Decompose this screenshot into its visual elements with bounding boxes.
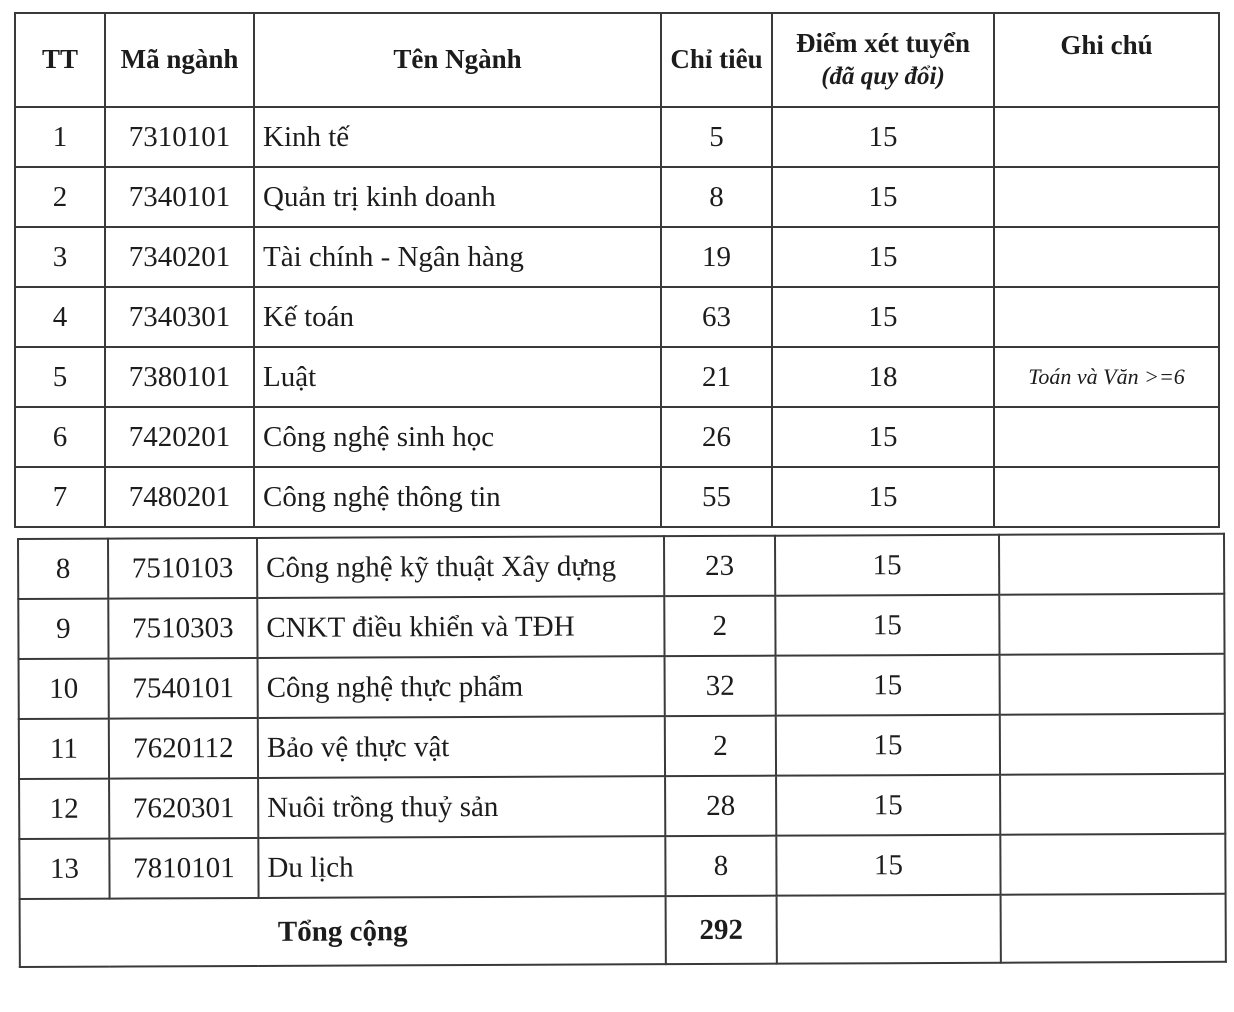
- cell-tt: 7: [15, 467, 105, 527]
- cell-chi-tieu: 8: [665, 836, 776, 896]
- cell-ghi-chu: [1000, 774, 1225, 835]
- cell-tt: 8: [18, 539, 108, 599]
- cell-chi-tieu: 28: [665, 776, 776, 836]
- cell-ghi-chu: [994, 167, 1219, 227]
- cell-ma-nganh: 7510303: [108, 598, 257, 659]
- cell-diem: 18: [772, 347, 994, 407]
- cell-diem: 15: [776, 835, 1000, 896]
- cell-ten-nganh: Nuôi trồng thuỷ sản: [258, 776, 665, 838]
- cell-tt: 13: [19, 839, 109, 899]
- cell-ten-nganh: CNKT điều khiển và TĐH: [257, 596, 664, 658]
- cell-ma-nganh: 7620301: [109, 778, 258, 839]
- cell-ghi-chu: [994, 407, 1219, 467]
- cell-ten-nganh: Luật: [254, 347, 661, 407]
- total-value: 292: [666, 896, 777, 964]
- total-empty-note: [1001, 894, 1226, 963]
- table-row: [19, 714, 1225, 779]
- table-row: [15, 167, 1219, 227]
- admission-table-part-2: [17, 533, 1227, 968]
- table-row: [19, 834, 1225, 899]
- cell-ghi-chu: [994, 107, 1219, 167]
- cell-diem: 15: [776, 715, 1000, 776]
- header-diem-line1: Điểm xét tuyển: [796, 28, 970, 59]
- cell-tt: 6: [15, 407, 105, 467]
- cell-chi-tieu: 21: [661, 347, 772, 407]
- cell-ma-nganh: 7510103: [108, 538, 257, 599]
- cell-tt: 2: [15, 167, 105, 227]
- cell-diem: 15: [772, 287, 994, 347]
- cell-ghi-chu: [999, 534, 1224, 595]
- header-ma-nganh: Mã ngành: [105, 13, 254, 107]
- cell-ma-nganh: 7420201: [105, 407, 254, 467]
- table-row: [19, 774, 1225, 839]
- cell-ten-nganh: Kế toán: [254, 287, 661, 347]
- cell-tt: 9: [18, 599, 108, 659]
- cell-ma-nganh: 7540101: [109, 658, 258, 719]
- cell-chi-tieu: 55: [661, 467, 772, 527]
- cell-ten-nganh: Quản trị kinh doanh: [254, 167, 661, 227]
- cell-ma-nganh: 7340201: [105, 227, 254, 287]
- cell-diem: 15: [772, 167, 994, 227]
- table-row: [15, 107, 1219, 167]
- cell-ma-nganh: 7340101: [105, 167, 254, 227]
- cell-ghi-chu: [994, 467, 1219, 527]
- cell-diem: 15: [772, 467, 994, 527]
- header-tt: TT: [15, 13, 105, 107]
- cell-tt: 1: [15, 107, 105, 167]
- cell-ten-nganh: Tài chính - Ngân hàng: [254, 227, 661, 287]
- table-row: [18, 534, 1224, 599]
- cell-diem: 15: [772, 227, 994, 287]
- cell-ghi-chu: [994, 287, 1219, 347]
- cell-chi-tieu: 19: [661, 227, 772, 287]
- admission-table-part-1: [14, 12, 1220, 528]
- cell-ghi-chu: [1000, 654, 1225, 715]
- table-row: [15, 467, 1219, 527]
- cell-diem: 15: [776, 655, 1000, 716]
- cell-chi-tieu: 5: [661, 107, 772, 167]
- cell-ten-nganh: Du lịch: [258, 836, 665, 898]
- table-row: [15, 227, 1219, 287]
- cell-ma-nganh: 7620112: [109, 718, 258, 779]
- table-body-part-2: [18, 534, 1226, 899]
- table-row: [15, 347, 1219, 407]
- cell-tt: 12: [19, 779, 109, 839]
- cell-ten-nganh: Kinh tế: [254, 107, 661, 167]
- header-ghi-chu: Ghi chú: [994, 13, 1219, 107]
- cell-ghi-chu: [1000, 834, 1225, 895]
- cell-ten-nganh: Công nghệ thông tin: [254, 467, 661, 527]
- total-label: Tổng cộng: [20, 896, 666, 967]
- table-row: [18, 594, 1224, 659]
- cell-tt: 5: [15, 347, 105, 407]
- table-body-part-1: [15, 107, 1219, 527]
- cell-diem: 15: [776, 775, 1000, 836]
- cell-chi-tieu: 32: [665, 656, 776, 716]
- cell-chi-tieu: 8: [661, 167, 772, 227]
- cell-diem: 15: [775, 595, 999, 656]
- header-ten-nganh: Tên Ngành: [254, 13, 661, 107]
- cell-chi-tieu: 26: [661, 407, 772, 467]
- cell-diem: 15: [772, 407, 994, 467]
- cell-ghi-chu: [999, 594, 1224, 655]
- header-chi-tieu: Chỉ tiêu: [661, 13, 772, 107]
- cell-chi-tieu: 2: [665, 716, 776, 776]
- cell-ma-nganh: 7480201: [105, 467, 254, 527]
- cell-ten-nganh: Công nghệ sinh học: [254, 407, 661, 467]
- cell-ghi-chu: [1000, 714, 1225, 775]
- cell-diem: 15: [772, 107, 994, 167]
- cell-ten-nganh: Bảo vệ thực vật: [258, 716, 665, 778]
- cell-chi-tieu: 2: [664, 596, 775, 656]
- cell-ten-nganh: Công nghệ thực phẩm: [258, 656, 665, 718]
- cell-tt: 4: [15, 287, 105, 347]
- total-row: [20, 894, 1226, 967]
- header-diem-xet-tuyen: [772, 13, 994, 107]
- cell-ghi-chu: [994, 227, 1219, 287]
- cell-tt: 11: [19, 719, 109, 779]
- header-diem-line2: (đã quy đổi): [821, 63, 945, 91]
- table-row: [19, 654, 1225, 719]
- cell-diem: 15: [775, 535, 999, 596]
- cell-ma-nganh: 7810101: [109, 838, 258, 899]
- cell-ten-nganh: Công nghệ kỹ thuật Xây dựng: [257, 536, 664, 598]
- cell-tt: 10: [19, 659, 109, 719]
- cell-ma-nganh: 7340301: [105, 287, 254, 347]
- cell-tt: 3: [15, 227, 105, 287]
- table-row: [15, 407, 1219, 467]
- cell-ghi-chu: Toán và Văn >=6: [994, 347, 1219, 407]
- table-row: [15, 287, 1219, 347]
- cell-ma-nganh: 7380101: [105, 347, 254, 407]
- table-header-row: [15, 13, 1219, 107]
- total-empty-score: [777, 895, 1001, 964]
- cell-chi-tieu: 23: [664, 536, 775, 596]
- cell-ma-nganh: 7310101: [105, 107, 254, 167]
- cell-chi-tieu: 63: [661, 287, 772, 347]
